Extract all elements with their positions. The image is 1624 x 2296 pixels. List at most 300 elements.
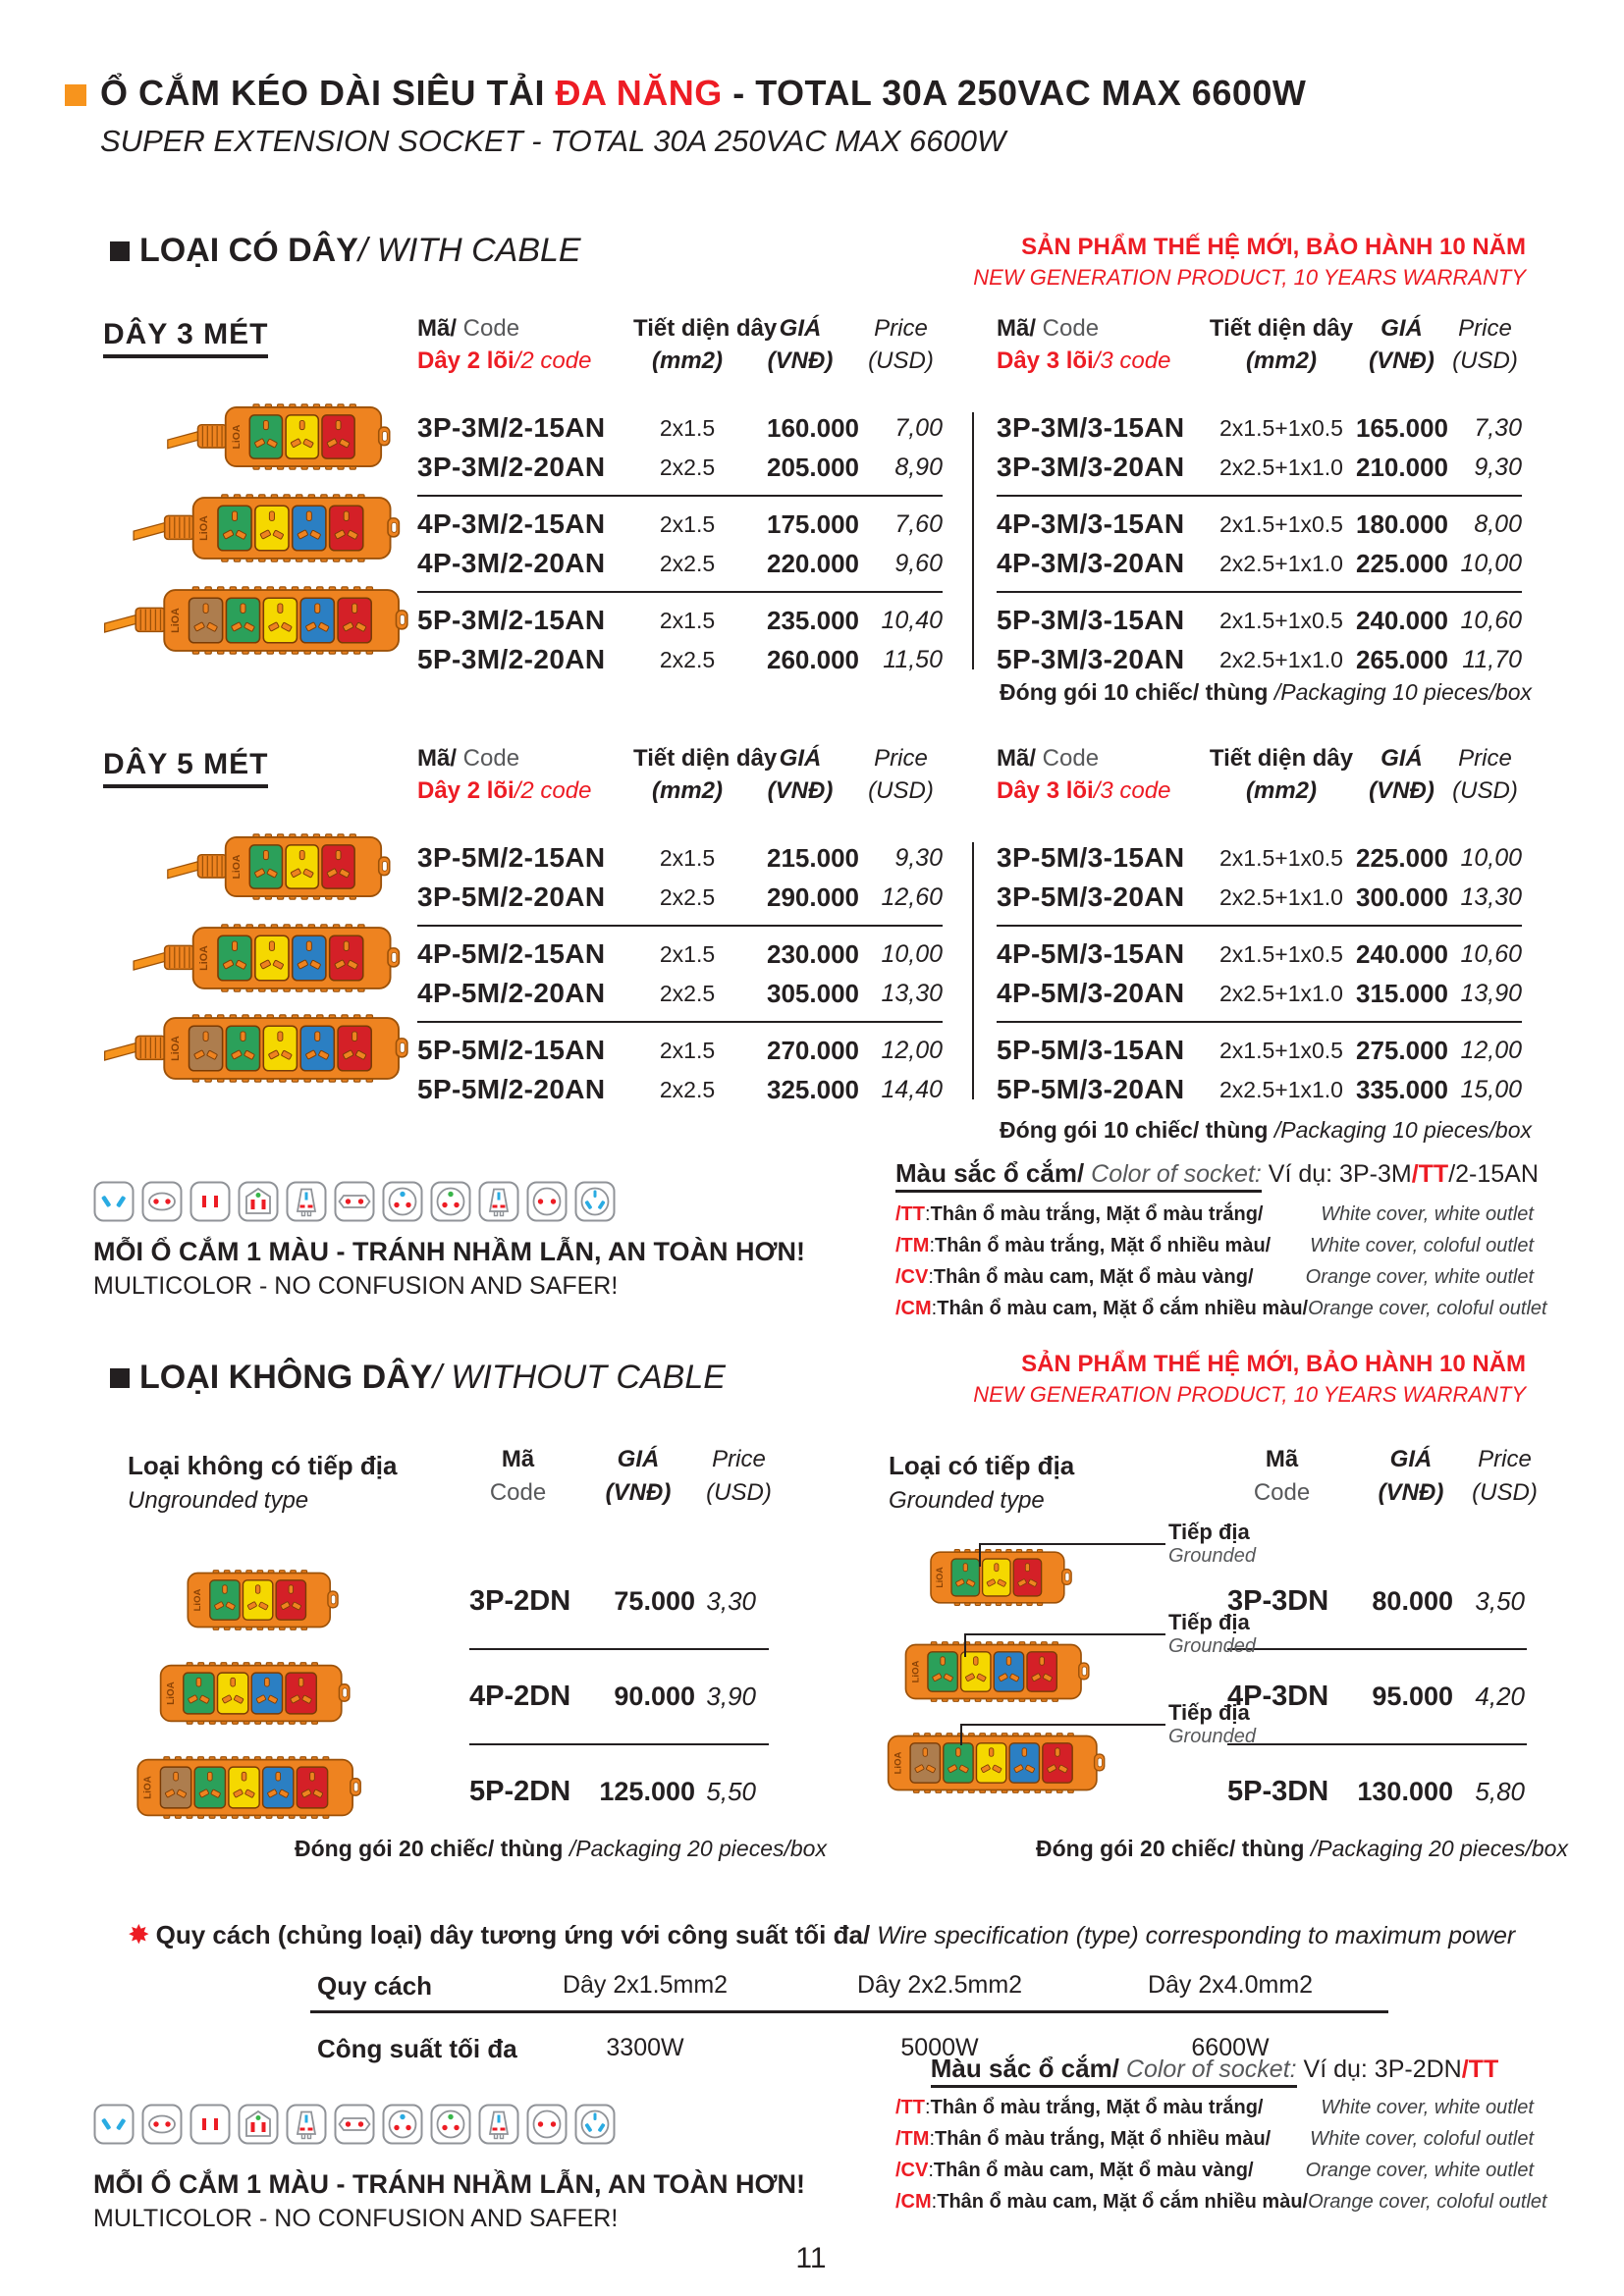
price-vnd-cell: 165.000 [1356,412,1448,443]
col-cross-header: Tiết diện dây (mm2) [633,745,778,804]
page-title [100,73,1306,114]
table-group [997,591,1522,679]
table-row [417,505,943,544]
price-usd-cell: 3,30 [706,1586,756,1616]
price-vnd-cell: 290.000 [767,881,859,912]
legend-code: /TT [895,1203,925,1225]
socket-uk-icon [286,2104,327,2145]
legend-code: /TM [895,1235,930,1256]
svg-text:LiOA: LiOA [893,1751,904,1775]
price-vnd-cell: 270.000 [767,1035,859,1065]
cross-section-cell: 2x2.5 [659,883,716,910]
cross-section-cell: 2x2.5+1x1.0 [1219,1076,1343,1102]
price-usd-cell: 7,60 [894,509,943,538]
product-code-cell: 5P-2DN [469,1776,571,1807]
svg-text:LiOA: LiOA [142,1776,154,1799]
legend-code: /TT [895,2097,925,2118]
socket-round-green-pin-icon [430,1181,471,1222]
table-row [997,544,1522,583]
color-legend [895,2054,1547,2217]
price-vnd-cell: 175.000 [767,508,859,539]
col-code-header: Mã/ Code Dây 2 lõi/2 code [417,315,592,374]
table-row [417,934,943,974]
legend-text-en: Orange cover, coloful outlet [1308,1298,1547,1319]
warranty-promo-vi: SẢN PHẨM THẾ HỆ MỚI, BẢO HÀNH 10 NĂM [1021,1351,1526,1377]
cross-section-cell: 2x1.5+1x0.5 [1219,940,1343,967]
page-title-highlight: ĐA NĂNG [555,73,723,113]
packaging-note-grounded: Đóng gói 20 chiếc/ thùng /Packaging 20 pieces/box [1036,1836,1568,1861]
table-row [997,408,1522,448]
col-usd-header: Price (USD) [1472,1446,1538,1506]
price-vnd-cell: 205.000 [767,452,859,482]
callout-line [979,1543,1165,1567]
product-code-cell: 5P-3M/3-20AN [997,644,1185,674]
legend-text-vi: Thân ổ màu cam, Mặt ổ màu vàng/ [933,1266,1254,1288]
price-usd-cell: 5,50 [706,1777,756,1806]
legend-code: /CM [895,1298,932,1319]
table-row [997,878,1522,917]
price-usd-cell: 7,00 [894,413,943,442]
table-row [417,878,943,917]
table-3m-right-body [997,408,1522,679]
table-group [417,495,943,583]
price-vnd-cell: 240.000 [1356,938,1448,969]
star-icon: ✸ [128,1920,150,1949]
price-usd-cell: 9,60 [894,549,943,577]
page-title-part2: - TOTAL 30A 250VAC MAX 6600W [722,73,1307,113]
grounded-table-body [1227,1555,1527,1839]
col-vnd-header: GIÁ (VNĐ) [1369,315,1435,374]
legend-text-vi: Thân ổ màu cam, Mặt ổ màu vàng/ [933,2160,1254,2181]
price-vnd-cell: 225.000 [1356,548,1448,578]
table-5m-left-header [417,742,943,807]
multicolor-note-vi: MỖI Ổ CẮM 1 MÀU - TRÁNH NHẦM LẪN, AN TOÀN HƠN! [93,2169,805,2199]
wire-spec-cell: Dây 2x2.5mm2 [856,1971,1023,1999]
socket-round-green-pin-icon [430,2104,471,2145]
table-row [997,640,1522,679]
wire-spec-cell: 5000W [900,2034,979,2061]
multicolor-note-en: MULTICOLOR - NO CONFUSION AND SAFER! [93,2205,619,2232]
legend-colon: : [928,2160,934,2181]
socket-au-icon [93,1181,135,1222]
socket-round-dots-icon [526,2104,568,2145]
table-row [997,934,1522,974]
cross-section-cell: 2x1.5 [659,844,716,871]
cross-section-cell: 2x2.5 [659,1076,716,1102]
table-row [997,505,1522,544]
product-code-cell: 4P-3DN [1227,1681,1329,1712]
legend-text-en: Orange cover, white outlet [1305,1266,1534,1288]
product-code-cell: 5P-5M/2-20AN [417,1074,606,1104]
wire-spec-cell: Dây 2x1.5mm2 [562,1971,729,1999]
price-usd-cell: 8,00 [1474,509,1522,538]
multicolor-note-en: MULTICOLOR - NO CONFUSION AND SAFER! [93,1272,619,1300]
table-group [997,838,1522,917]
product-code-cell: 5P-3M/3-15AN [997,605,1185,635]
cross-section-cell: 2x1.5+1x0.5 [1219,607,1343,633]
product-image-5p-cable [81,585,434,656]
price-vnd-cell: 230.000 [767,938,859,969]
table-group [417,408,943,487]
table-divider [972,842,974,1099]
table-row [417,601,943,640]
product-image-5p-nocable [94,1755,401,1820]
table-row [469,1648,769,1743]
price-usd-cell: 13,30 [881,979,943,1007]
product-code-cell: 4P-3M/2-20AN [417,548,606,578]
product-code-cell: 4P-2DN [469,1681,571,1712]
socket-round-dots-icon [526,1181,568,1222]
cross-section-cell: 2x1.5 [659,940,716,967]
page-title-part1: Ổ CẮM KÉO DÀI SIÊU TẢI [100,73,556,113]
packaging-note-3m: Đóng gói 10 chiếc/ thùng /Packaging 10 pieces/box [1000,679,1532,705]
socket-grounded-pin-icon [238,2104,279,2145]
product-code-cell: 4P-5M/2-15AN [417,938,606,969]
color-legend-items [895,2092,1547,2217]
table-row [997,1031,1522,1070]
product-code-cell: 4P-5M/2-20AN [417,978,606,1008]
cross-section-cell: 2x1.5 [659,414,716,441]
color-legend-title: Màu sắc ổ cắm/ Color of socket: Ví dụ: 3P-2DN/TT [895,2054,1534,2084]
legend-text-vi: Thân ổ màu cam, Mặt ổ cắm nhiều màu/ [937,1298,1309,1319]
col-code-header: Mã Code [1253,1446,1311,1506]
section-title-en: / WITH CABLE [357,232,581,269]
legend-colon: : [929,2128,935,2150]
legend-text-vi: Thân ổ màu cam, Mặt ổ cắm nhiều màu/ [937,2191,1309,2213]
socket-round-blue-pin-icon [382,2104,423,2145]
table-divider [972,412,974,669]
grounded-callout: Tiếp địa Grounded [1168,1520,1256,1567]
socket-type-icons-row [93,1181,616,1222]
price-usd-cell: 13,90 [1460,979,1522,1007]
price-usd-cell: 9,30 [894,843,943,872]
price-vnd-cell: 180.000 [1356,508,1448,539]
legend-text-en: White cover, coloful outlet [1310,1235,1534,1256]
price-vnd-cell: 90.000 [614,1682,695,1711]
price-usd-cell: 9,30 [1474,453,1522,481]
socket-schuko-icon [478,2104,519,2145]
legend-text-en: Orange cover, white outlet [1305,2160,1534,2181]
product-code-cell: 4P-3M/3-20AN [997,548,1185,578]
col-usd-header: Price (USD) [1452,745,1518,804]
product-code-cell: 5P-5M/2-15AN [417,1035,606,1065]
price-usd-cell: 10,00 [1460,549,1522,577]
price-usd-cell: 10,60 [1460,606,1522,634]
price-vnd-cell: 335.000 [1356,1074,1448,1104]
price-usd-cell: 3,90 [706,1682,756,1711]
cross-section-cell: 2x2.5 [659,980,716,1006]
color-legend [895,1158,1547,1324]
color-legend-items [895,1199,1547,1324]
color-legend-item [895,2092,1534,2123]
legend-colon: : [931,2191,938,2213]
socket-flat-oval-icon [334,1181,375,1222]
table-row [997,448,1522,487]
legend-text-vi: Thân ổ màu trắng, Mặt ổ màu trắng/ [930,1203,1264,1225]
socket-flat-oval-icon [334,2104,375,2145]
col-cross-header: Tiết diện dây (mm2) [633,315,778,374]
price-usd-cell: 11,70 [1462,645,1522,673]
cross-section-cell: 2x2.5+1x1.0 [1219,454,1343,480]
table-label-5m: DÂY 5 MÉT [103,748,268,788]
warranty-promo [973,1351,1526,1408]
col-vnd-header: GIÁ (VNĐ) [767,745,834,804]
table-group [997,495,1522,583]
cross-section-cell: 2x1.5+1x0.5 [1219,844,1343,871]
legend-colon: : [925,1203,931,1225]
table-5m-left-body [417,838,943,1109]
color-legend-item [895,1293,1547,1324]
price-usd-cell: 13,30 [1460,882,1522,911]
product-code-cell: 4P-5M/3-15AN [997,938,1185,969]
product-code-cell: 5P-5M/3-20AN [997,1074,1185,1104]
price-vnd-cell: 220.000 [767,548,859,578]
legend-text-en: White cover, coloful outlet [1310,2128,1534,2150]
price-vnd-cell: 130.000 [1357,1777,1453,1806]
product-code-cell: 3P-2DN [469,1585,571,1617]
section-title-en: / WITHOUT CABLE [432,1359,726,1396]
price-usd-cell: 4,20 [1475,1682,1525,1711]
socket-eu-oval-icon [141,1181,183,1222]
wire-spec-row1-label: Quy cách [317,1971,433,2001]
table-5m-right-header [997,742,1522,807]
product-code-cell: 5P-5M/3-15AN [997,1035,1185,1065]
legend-colon: : [928,1266,934,1288]
color-legend-item [895,2155,1534,2186]
warranty-promo-en: NEW GENERATION PRODUCT, 10 YEARS WARRANTY [973,1382,1526,1407]
socket-round-au-icon [574,2104,616,2145]
table-row [417,544,943,583]
table-row [997,601,1522,640]
table-row [1227,1743,1527,1839]
cross-section-cell: 2x2.5 [659,646,716,672]
product-code-cell: 3P-3M/3-15AN [997,412,1185,443]
packaging-note-ungrounded: Đóng gói 20 chiếc/ thùng /Packaging 20 pieces/box [295,1836,827,1861]
price-vnd-cell: 305.000 [767,978,859,1008]
col-cross-header: Tiết diện dây (mm2) [1209,745,1354,804]
table-row [417,1070,943,1109]
socket-type-icons-row [93,2104,616,2145]
color-legend-title: Màu sắc ổ cắm/ Color of socket: Ví dụ: 3P-3M/TT/2-15AN [895,1158,1534,1189]
product-image-4p-nocable [110,1661,397,1726]
legend-code: /CV [895,2160,929,2181]
product-code-cell: 3P-3M/3-20AN [997,452,1185,482]
section-with-cable-title [110,232,581,270]
price-vnd-cell: 325.000 [767,1074,859,1104]
socket-schuko-icon [478,1181,519,1222]
packaging-note-5m: Đóng gói 10 chiếc/ thùng /Packaging 10 pieces/box [1000,1117,1532,1143]
wire-spec-cell: 3300W [606,2034,684,2061]
legend-code: /CV [895,1266,929,1288]
price-usd-cell: 10,40 [881,606,943,634]
price-usd-cell: 10,00 [881,939,943,968]
col-cross-header: Tiết diện dây (mm2) [1209,315,1354,374]
price-vnd-cell: 95.000 [1372,1682,1453,1711]
grounded-type-label: Loại có tiếp địa Grounded type [889,1451,1075,1514]
grounded-callout: Tiếp địa Grounded [1168,1700,1256,1747]
legend-colon: : [929,1235,935,1256]
price-usd-cell: 10,60 [1460,939,1522,968]
price-usd-cell: 10,00 [1460,843,1522,872]
color-legend-item [895,2123,1534,2155]
price-usd-cell: 5,80 [1475,1777,1525,1806]
price-usd-cell: 8,90 [894,453,943,481]
price-vnd-cell: 225.000 [1356,842,1448,873]
col-usd-header: Price (USD) [706,1446,772,1506]
black-bullet-icon [110,241,130,261]
grounded-callout: Tiếp địa Grounded [1168,1610,1256,1657]
legend-text-en: Orange cover, coloful outlet [1308,2191,1547,2213]
table-group [417,925,943,1013]
product-code-cell: 5P-3DN [1227,1776,1329,1807]
svg-text:LiOA: LiOA [910,1660,922,1683]
col-code-header: Mã/ Code Dây 3 lõi/3 code [997,315,1171,374]
ungrounded-table-body [469,1555,769,1839]
svg-text:LiOA: LiOA [169,1036,182,1061]
price-usd-cell: 3,50 [1475,1586,1525,1616]
cross-section-cell: 2x1.5+1x0.5 [1219,1037,1343,1063]
table-group [417,838,943,917]
cross-section-cell: 2x2.5+1x1.0 [1219,646,1343,672]
product-code-cell: 3P-5M/3-15AN [997,842,1185,873]
table-group [417,1021,943,1109]
table-group [997,1021,1522,1109]
col-vnd-header: GIÁ (VNĐ) [767,315,834,374]
product-image-5p-cable [81,1013,434,1084]
color-legend-item [895,1230,1534,1261]
product-code-cell: 5P-3M/2-20AN [417,644,606,674]
price-vnd-cell: 75.000 [614,1586,695,1616]
svg-text:LiOA: LiOA [231,424,243,450]
warranty-promo-vi: SẢN PHẨM THẾ HỆ MỚI, BẢO HÀNH 10 NĂM [1021,234,1526,260]
col-usd-header: Price (USD) [868,745,934,804]
table-3m-right-header [997,312,1522,377]
legend-colon: : [925,2097,931,2118]
price-vnd-cell: 215.000 [767,842,859,873]
table-row [997,974,1522,1013]
price-vnd-cell: 240.000 [1356,605,1448,635]
col-vnd-header: GIÁ (VNĐ) [1369,745,1435,804]
svg-text:LiOA: LiOA [231,854,243,880]
wire-spec-cell: Dây 2x4.0mm2 [1147,1971,1314,1999]
warranty-promo-en: NEW GENERATION PRODUCT, 10 YEARS WARRANTY [973,265,1526,290]
svg-text:LiOA: LiOA [198,515,211,541]
table-5m-right-body [997,838,1522,1109]
cross-section-cell: 2x1.5 [659,510,716,537]
product-code-cell: 3P-3M/2-15AN [417,412,606,443]
table-row [1227,1648,1527,1743]
page-subtitle: SUPER EXTENSION SOCKET - TOTAL 30A 250VAC MAX 6600W [100,124,1006,158]
price-vnd-cell: 125.000 [599,1777,695,1806]
cross-section-cell: 2x1.5 [659,607,716,633]
table-group [417,591,943,679]
cross-section-cell: 2x2.5+1x1.0 [1219,550,1343,576]
col-code-header: Mã Code [489,1446,547,1506]
col-code-header: Mã/ Code Dây 2 lõi/2 code [417,745,592,804]
table-label-3m: DÂY 3 MÉT [103,318,268,358]
price-vnd-cell: 275.000 [1356,1035,1448,1065]
price-vnd-cell: 160.000 [767,412,859,443]
color-legend-item [895,2186,1547,2217]
socket-round-blue-pin-icon [382,1181,423,1222]
col-usd-header: Price (USD) [1452,315,1518,374]
legend-text-vi: Thân ổ màu trắng, Mặt ổ nhiều màu/ [935,2128,1272,2150]
table-3m-left-header [417,312,943,377]
socket-us-bars-icon [189,2104,231,2145]
price-usd-cell: 14,40 [881,1075,943,1103]
legend-colon: : [931,1298,938,1319]
cross-section-cell: 2x2.5+1x1.0 [1219,883,1343,910]
svg-text:LiOA: LiOA [192,1588,204,1612]
section-title-vi: LOẠI KHÔNG DÂY [139,1359,433,1396]
legend-text-en: White cover, white outlet [1321,2097,1534,2118]
table-row [469,1555,769,1648]
svg-text:LiOA: LiOA [165,1682,177,1705]
price-vnd-cell: 300.000 [1356,881,1448,912]
cross-section-cell: 2x2.5 [659,454,716,480]
warranty-promo [973,234,1526,291]
table-row [417,448,943,487]
table-group [997,925,1522,1013]
cross-section-cell: 2x1.5 [659,1037,716,1063]
table-row [469,1743,769,1839]
product-code-cell: 3P-3DN [1227,1585,1329,1617]
product-code-cell: 4P-5M/3-20AN [997,978,1185,1008]
product-code-cell: 3P-5M/2-20AN [417,881,606,912]
cross-section-cell: 2x2.5+1x1.0 [1219,980,1343,1006]
product-code-cell: 5P-3M/2-15AN [417,605,606,635]
svg-text:LiOA: LiOA [198,945,211,971]
socket-grounded-pin-icon [238,1181,279,1222]
ungrounded-type-label: Loại không có tiếp địa Ungrounded type [128,1451,398,1514]
price-vnd-cell: 260.000 [767,644,859,674]
socket-us-bars-icon [189,1181,231,1222]
legend-text-vi: Thân ổ màu trắng, Mặt ổ nhiều màu/ [935,1235,1272,1256]
section-title-vi: LOẠI CÓ DÂY [139,232,358,269]
product-code-cell: 4P-3M/3-15AN [997,508,1185,539]
callout-line [960,1724,1165,1745]
price-usd-cell: 15,00 [1460,1075,1522,1103]
wire-spec-row2-label: Công suất tối đa [317,2034,517,2063]
cross-section-cell: 2x1.5+1x0.5 [1219,414,1343,441]
svg-text:LiOA: LiOA [169,608,182,633]
product-image-3p-nocable [128,1569,395,1631]
table-row [997,1070,1522,1109]
legend-code: /CM [895,2191,932,2213]
table-3m-left-body [417,408,943,679]
price-usd-cell: 12,60 [881,882,943,911]
socket-au-icon [93,2104,135,2145]
table-row [417,408,943,448]
product-image-4p-cable [103,923,432,993]
legend-code: /TM [895,2128,930,2150]
table-row [417,974,943,1013]
price-vnd-cell: 235.000 [767,605,859,635]
price-vnd-cell: 210.000 [1356,452,1448,482]
socket-uk-icon [286,1181,327,1222]
svg-text:LiOA: LiOA [935,1567,946,1588]
col-usd-header: Price (USD) [868,315,934,374]
product-image-4p-cable [103,493,432,563]
table-row [1227,1555,1527,1648]
col-code-header: Mã/ Code Dây 3 lõi/3 code [997,745,1171,804]
price-usd-cell: 7,30 [1474,413,1522,442]
section-without-cable-title [110,1359,726,1397]
cross-section-cell: 2x2.5 [659,550,716,576]
table-row [417,1031,943,1070]
callout-line [964,1633,1165,1657]
color-legend-item [895,1199,1534,1230]
